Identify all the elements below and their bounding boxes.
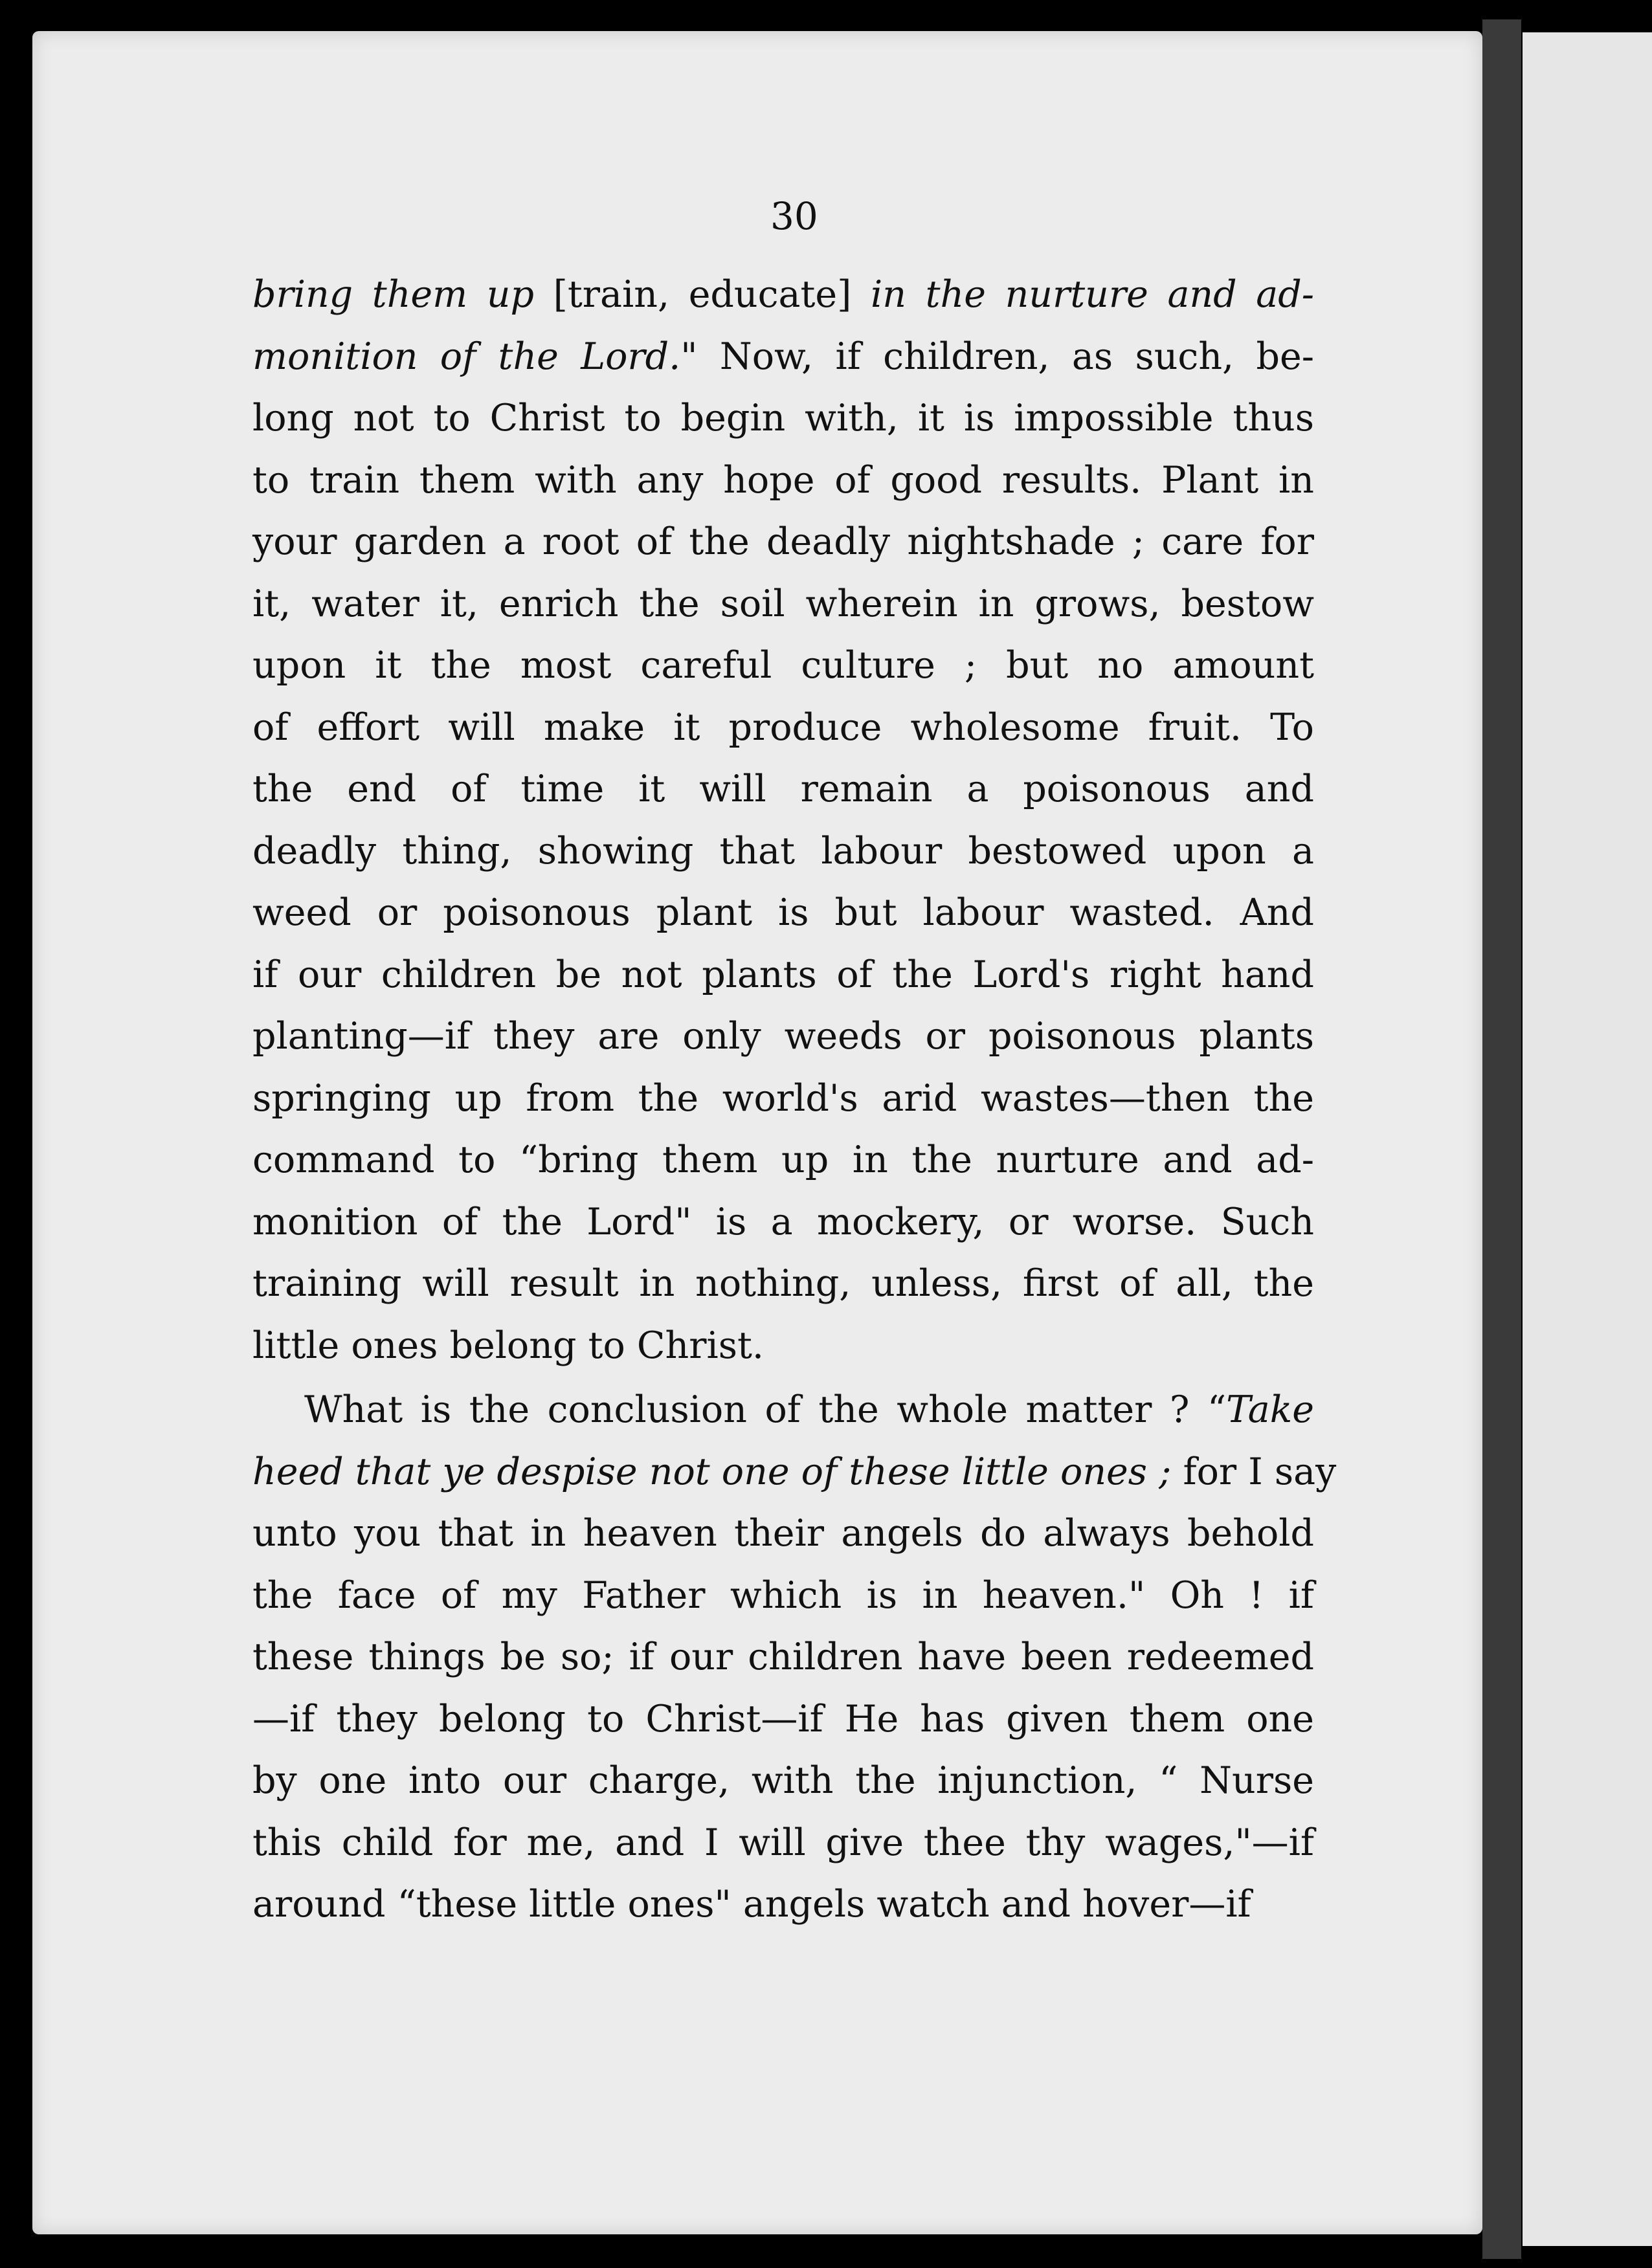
text-line: [252, 944, 1314, 1006]
text-run: deadly thing, showing that labour bestowed upon a: [252, 829, 1314, 873]
italic-text: in the nurture and ad-: [871, 273, 1314, 316]
text-run: it, water it, enrich the soil wherein in grows, bestow: [252, 582, 1314, 625]
text-line: [252, 821, 1314, 883]
text-line: [252, 573, 1314, 636]
text-run: upon it the most careful culture ; but no amount: [252, 644, 1314, 687]
text-run: these things be so; if our children have been redeemed: [252, 1636, 1314, 1678]
text-run: little ones belong to Christ.: [252, 1324, 764, 1367]
text-line: [252, 326, 1314, 388]
text-run: by one into our charge, with the injunction, “ Nurse: [252, 1759, 1314, 1802]
italic-text: monition of the Lord.: [252, 335, 681, 378]
text-line: [252, 1379, 1314, 1441]
text-run: this child for me, and I will give thee thy wages,"—if: [252, 1821, 1314, 1864]
text-line: [252, 1129, 1314, 1192]
text-run: unto you that in heaven their angels do always behold: [252, 1512, 1314, 1555]
text-line: [252, 1006, 1314, 1068]
text-line: [252, 697, 1314, 759]
text-run: What is the conclusion of the whole matter ? “: [304, 1388, 1227, 1431]
text-line: [252, 1253, 1314, 1315]
page-body-text: [252, 264, 1337, 1936]
text-run: —if they belong to Christ—if He has given them one: [252, 1697, 1314, 1740]
text-line: [252, 1068, 1314, 1130]
italic-text: Take: [1226, 1388, 1314, 1431]
text-run: of effort will make it produce wholesome fruit. To: [252, 706, 1314, 749]
text-run: to train them with any hope of good results. Plant in: [252, 458, 1314, 502]
text-line: [252, 1565, 1314, 1627]
text-line: [252, 1192, 1314, 1254]
text-line: [252, 1441, 1337, 1504]
italic-text: heed that ye despise not one of these little ones ;: [252, 1450, 1172, 1493]
text-run: your garden a root of the deadly nightshade ; care for: [252, 520, 1314, 563]
text-run: if our children be not plants of the Lord's right hand: [252, 953, 1314, 996]
text-line: [252, 264, 1314, 326]
text-run: [train, educate]: [534, 273, 871, 316]
text-line: [252, 1750, 1314, 1812]
paragraph: [252, 264, 1314, 1377]
text-run: weed or poisonous plant is but labour wasted. And: [252, 891, 1314, 934]
text-line: [252, 1315, 1314, 1377]
text-run: training will result in nothing, unless, first of all, the: [252, 1262, 1314, 1305]
text-run: " Now, if children, as such, be-: [680, 335, 1314, 378]
book-spine: [1482, 19, 1521, 2259]
text-line: [252, 1689, 1314, 1751]
text-run: the end of time it will remain a poisonous and: [252, 768, 1314, 810]
text-line: [252, 1503, 1314, 1565]
text-run: around “these little ones" angels watch and hover—if: [252, 1883, 1251, 1926]
text-line: [252, 1812, 1314, 1874]
text-run: springing up from the world's arid wastes—then the: [252, 1076, 1314, 1120]
page-number: 30: [770, 194, 818, 238]
paragraph: [252, 1377, 1337, 1936]
facing-page-edge: [1523, 32, 1652, 2246]
text-line: [252, 1874, 1314, 1936]
text-line: [252, 388, 1314, 450]
text-run: for I say: [1171, 1450, 1337, 1493]
text-line: [252, 450, 1314, 512]
text-run: the face of my Father which is in heaven." Oh ! if: [252, 1573, 1314, 1617]
text-line: [252, 759, 1314, 821]
text-line: [252, 635, 1314, 697]
text-run: long not to Christ to begin with, it is impossible thus: [252, 397, 1314, 439]
text-run: planting—if they are only weeds or poisonous plants: [252, 1015, 1314, 1058]
text-line: [252, 1627, 1314, 1689]
text-run: command to “bring them up in the nurture and ad-: [252, 1139, 1314, 1181]
text-line: [252, 511, 1314, 573]
text-line: [252, 882, 1314, 944]
text-run: monition of the Lord" is a mockery, or worse. Such: [252, 1200, 1314, 1243]
italic-text: bring them up: [252, 273, 535, 316]
